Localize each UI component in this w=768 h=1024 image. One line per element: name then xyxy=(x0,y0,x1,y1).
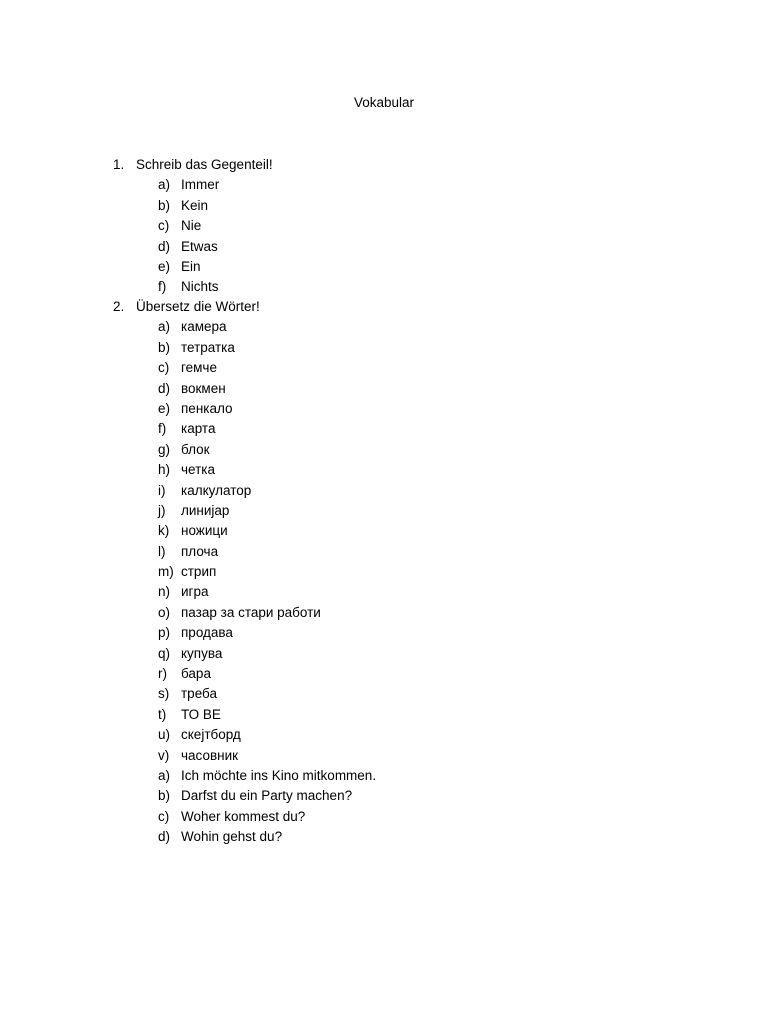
list-item xyxy=(0,604,768,624)
list-item xyxy=(0,197,768,217)
section-heading xyxy=(0,156,768,176)
list-marker: o) xyxy=(158,604,171,620)
list-item-text: Kein xyxy=(181,197,209,213)
list-item-text: блок xyxy=(181,441,210,457)
section-heading xyxy=(0,298,768,318)
section-2 xyxy=(0,298,768,849)
list-item xyxy=(0,645,768,665)
list-marker: t) xyxy=(158,706,167,722)
list-marker: j) xyxy=(158,502,166,518)
list-item xyxy=(0,543,768,563)
list-item-text: камера xyxy=(181,319,227,335)
list-marker: p) xyxy=(158,625,171,641)
list-item xyxy=(0,502,768,522)
list-marker: s) xyxy=(158,686,170,702)
list-item xyxy=(0,522,768,542)
list-item xyxy=(0,706,768,726)
list-item-text: вокмен xyxy=(181,380,226,396)
list-item-text: плоча xyxy=(181,543,219,559)
list-marker: l) xyxy=(158,543,166,559)
list-marker: b) xyxy=(158,788,171,804)
list-item-text: калкулатор xyxy=(181,482,252,498)
list-marker: e) xyxy=(158,400,171,416)
list-item-text: пенкало xyxy=(181,400,233,416)
list-item xyxy=(0,726,768,746)
list-item-text: Wohin gehst du? xyxy=(181,829,283,845)
list-item xyxy=(0,339,768,359)
list-marker: a) xyxy=(158,767,171,783)
list-item-text: Immer xyxy=(181,177,220,193)
list-item xyxy=(0,747,768,767)
list-marker: q) xyxy=(158,645,171,661)
list-item-text: Etwas xyxy=(181,238,218,254)
list-marker: u) xyxy=(158,727,171,743)
list-marker: b) xyxy=(158,339,171,355)
list-item-text: Ein xyxy=(181,258,201,274)
list-marker: d) xyxy=(158,829,171,845)
list-marker: b) xyxy=(158,197,171,213)
list-marker: a) xyxy=(158,319,171,335)
list-item xyxy=(0,258,768,278)
list-item-text: стрип xyxy=(181,564,217,580)
list-marker: c) xyxy=(158,218,170,234)
list-item-text: четка xyxy=(181,462,215,478)
list-item xyxy=(0,787,768,807)
list-marker: c) xyxy=(158,808,170,824)
list-item xyxy=(0,685,768,705)
list-item xyxy=(0,441,768,461)
list-item-text: Nichts xyxy=(181,279,219,295)
list-item-text: тетратка xyxy=(181,339,235,355)
list-item-text: ножици xyxy=(181,523,228,539)
page-title: Vokabular xyxy=(353,95,415,110)
list-marker: g) xyxy=(158,441,171,457)
section-heading-text: Schreib das Gegenteil! xyxy=(136,157,273,172)
list-item-text: скејтборд xyxy=(181,727,241,743)
list-marker: n) xyxy=(158,584,171,600)
list-item xyxy=(0,563,768,583)
list-item-text: линијар xyxy=(181,502,230,518)
list-marker: i) xyxy=(158,482,166,498)
list-item xyxy=(0,217,768,237)
list-item xyxy=(0,176,768,196)
list-item xyxy=(0,482,768,502)
list-item xyxy=(0,359,768,379)
list-item-text: часовник xyxy=(181,747,239,763)
section-heading-text: Übersetz die Wörter! xyxy=(136,299,260,314)
list-item xyxy=(0,400,768,420)
list-item-text: продава xyxy=(181,625,233,641)
list-item-text: Nie xyxy=(181,218,202,234)
list-item xyxy=(0,420,768,440)
list-marker: d) xyxy=(158,238,171,254)
section-1 xyxy=(0,156,768,299)
list-item xyxy=(0,665,768,685)
list-item-text: карта xyxy=(181,421,216,437)
list-item xyxy=(0,318,768,338)
list-marker: m) xyxy=(158,564,174,580)
list-item xyxy=(0,380,768,400)
list-marker: e) xyxy=(158,258,171,274)
list-item xyxy=(0,278,768,298)
list-item-text: треба xyxy=(181,686,217,702)
list-marker: v) xyxy=(158,747,170,763)
list-item-text: гемче xyxy=(181,360,217,376)
list-item xyxy=(0,828,768,848)
list-item xyxy=(0,583,768,603)
list-marker: a) xyxy=(158,177,171,193)
list-item-text: пазар за стари работи xyxy=(181,604,321,620)
list-marker: r) xyxy=(158,666,167,682)
list-marker: f) xyxy=(158,279,167,295)
list-item-text: бара xyxy=(181,666,211,682)
list-item-text: игра xyxy=(181,584,209,600)
list-item-text: купува xyxy=(181,645,223,661)
list-item xyxy=(0,808,768,828)
list-item-text: Woher kommest du? xyxy=(181,808,306,824)
list-marker: d) xyxy=(158,380,171,396)
list-marker: c) xyxy=(158,360,170,376)
list-item-text: Darfst du ein Party machen? xyxy=(181,788,353,804)
list-item xyxy=(0,238,768,258)
section-number: 1. xyxy=(113,157,125,172)
list-marker: k) xyxy=(158,523,170,539)
list-item xyxy=(0,624,768,644)
list-item-text: ТО ВЕ xyxy=(181,706,221,722)
list-item xyxy=(0,767,768,787)
section-number: 2. xyxy=(113,299,125,314)
list-item xyxy=(0,461,768,481)
list-marker: h) xyxy=(158,462,171,478)
list-item-text: Ich möchte ins Kino mitkommen. xyxy=(181,767,377,783)
list-marker: f) xyxy=(158,421,167,437)
